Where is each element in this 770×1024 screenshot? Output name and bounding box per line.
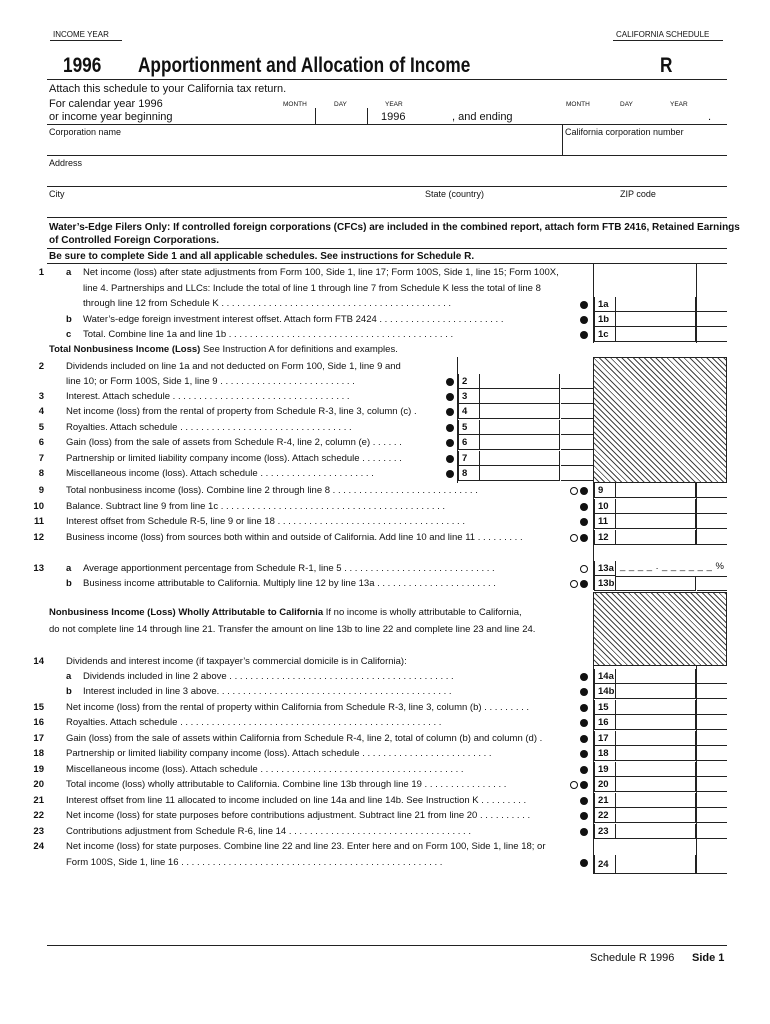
line-19-amount[interactable] (616, 762, 696, 777)
line-2-num: 2 (38, 361, 44, 372)
line-7-text: Partnership or limited liability company income (loss). Attach schedule . . . . . . . . (66, 453, 402, 464)
line-15-num: 15 (33, 702, 44, 713)
footer-side: Side 1 (692, 952, 725, 964)
state-label: State (country) (425, 189, 485, 199)
line-13a-text: Average apportionment percentage from Schedule R-1, line 5 . . . . . . . . . . . . . . . . . . . . . . . . . . . . . (83, 563, 495, 574)
line-23-num: 23 (33, 826, 44, 837)
line-1b-amount[interactable] (616, 312, 696, 327)
line-10-text: Balance. Subtract line 9 from line 1c . . . . . . . . . . . . . . . . . . . . . . . . . . . . . . . . . . . . . . . . . . . (66, 501, 446, 512)
end-day-field[interactable] (600, 108, 650, 124)
line-24-text-2: Form 100S, Side 1, line 16 . . . . . . . . . . . . . . . . . . . . . . . . . . . . . . . . . . . . . . . . . . . . . . . . . . (66, 857, 443, 868)
line-13a-box: 13a (594, 561, 616, 576)
end-day-label: DAY (620, 101, 633, 108)
line-21-cents[interactable] (697, 793, 727, 808)
line-1a-letter: a (66, 267, 72, 278)
line-1-num: 1 (38, 267, 44, 278)
line-18-cents[interactable] (697, 746, 727, 761)
line-8-box: 8 (458, 466, 480, 481)
line-14b-amount[interactable] (616, 684, 696, 699)
attach-note: Attach this schedule to your California tax return. (49, 83, 287, 95)
line-1a-text-2: line 4. Partnerships and LLCs: Include the total of line 1 through line 7 from Schedule K less the total of line 8 (83, 283, 541, 294)
line-13b-box: 13b (594, 576, 616, 591)
line-21-box: 21 (594, 793, 616, 808)
line-21-num: 21 (33, 795, 44, 806)
form-year: 1996 (63, 54, 102, 77)
calendar-year-text: For calendar year 1996 (49, 98, 163, 110)
line-9-circle-icon (570, 487, 578, 495)
line-8-bullet-icon (446, 470, 454, 478)
period-end-mark: . (708, 111, 712, 123)
line-1b-text: Water’s-edge foreign investment interest offset. Attach form FTB 2424 . . . . . . . . . . . . . . . . . . . . . . . . (83, 314, 504, 325)
line-12-bullet-icon (580, 534, 588, 542)
line-17-num: 17 (33, 733, 44, 744)
line-21-text: Interest offset from line 11 allocated to income included on line 14a and line 14b. See Instruction K . . . . . . . . . (66, 795, 527, 806)
begin-day-field[interactable] (317, 108, 366, 124)
line-10-amount[interactable] (616, 499, 696, 514)
line-9-num: 9 (38, 485, 44, 496)
line-14a-text: Dividends included in line 2 above . . . . . . . . . . . . . . . . . . . . . . . . . . . . . . . . . . . . . . . . . . . (83, 671, 454, 682)
line-3-amount[interactable] (480, 389, 560, 404)
corp-name-field[interactable] (47, 137, 560, 155)
line-20-text: Total income (loss) wholly attributable to California. Combine line 13b through line 19 . . . . . . . . . . . . . . . . (66, 779, 507, 790)
line-7-cents[interactable] (561, 451, 593, 466)
line-17-amount[interactable] (616, 731, 696, 746)
line-24-box: 24 (594, 855, 616, 874)
line-7-box: 7 (458, 451, 480, 466)
line-16-text: Royalties. Attach schedule . . . . . . . . . . . . . . . . . . . . . . . . . . . . . . . . . . . . . . . . . . . . . . . . . . (66, 717, 442, 728)
hatched-area-attributable (593, 592, 727, 666)
nonbusiness-heading: Total Nonbusiness Income (Loss) See Instruction A for definitions and examples. (49, 344, 398, 355)
line-14b-letter: b (66, 686, 72, 697)
income-year-beginning-text: or income year beginning (49, 111, 173, 123)
address-label: Address (49, 158, 83, 168)
line-23-cents[interactable] (697, 824, 727, 839)
line-7-num: 7 (38, 453, 44, 464)
line-19-box: 19 (594, 762, 616, 777)
line-5-cents[interactable] (561, 420, 593, 435)
line-23-bullet-icon (580, 828, 588, 836)
line-3-text: Interest. Attach schedule . . . . . . . . . . . . . . . . . . . . . . . . . . . . . . . . . . (66, 391, 350, 402)
line-1b-box: 1b (594, 312, 616, 327)
line-16-box: 16 (594, 715, 616, 730)
line-20-circle-icon (570, 781, 578, 789)
line-4-bullet-icon (446, 408, 454, 416)
line-17-bullet-icon (580, 735, 588, 743)
and-ending-text: , and ending (452, 111, 513, 123)
line-24-amount[interactable] (616, 855, 696, 874)
line-22-text: Net income (loss) for state purposes before contributions adjustment. Subtract line 21 from line 20 . . . . . . . . . . (66, 810, 531, 821)
line-9-box: 9 (594, 483, 616, 498)
line-22-cents[interactable] (697, 808, 727, 823)
line-24-cents[interactable] (697, 855, 727, 874)
line-19-bullet-icon (580, 766, 588, 774)
line-18-box: 18 (594, 746, 616, 761)
line-22-bullet-icon (580, 812, 588, 820)
line-10-bullet-icon (580, 503, 588, 511)
line-5-bullet-icon (446, 424, 454, 432)
line-8-cents[interactable] (561, 466, 593, 481)
line-1c-bullet-icon (580, 331, 588, 339)
line-23-amount[interactable] (616, 824, 696, 839)
end-month-label: MONTH (566, 101, 590, 108)
line-9-cents[interactable] (697, 483, 727, 498)
line-3-cents[interactable] (561, 389, 593, 404)
line-21-bullet-icon (580, 797, 588, 805)
line-7-amount[interactable] (480, 451, 560, 466)
line-11-box: 11 (594, 514, 616, 529)
corp-number-field[interactable] (564, 137, 726, 155)
line-12-circle-icon (570, 534, 578, 542)
line-1a-amount[interactable] (616, 297, 696, 312)
line-10-box: 10 (594, 499, 616, 514)
line-13a-percent-field[interactable]: _ _ _ _ . _ _ _ _ _ _ % (620, 561, 725, 572)
line-9-bullet-icon (580, 487, 588, 495)
line-24-bullet-icon (580, 859, 588, 867)
line-2-text-1: Dividends included on line 1a and not deducted on Form 100, Side 1, line 9 and (66, 361, 401, 372)
line-5-box: 5 (458, 420, 480, 435)
footer-label: Schedule R 1996 (590, 952, 675, 964)
line-14a-letter: a (66, 671, 72, 682)
line-18-amount[interactable] (616, 746, 696, 761)
line-16-amount[interactable] (616, 715, 696, 730)
line-1a-cents[interactable] (697, 297, 727, 312)
line-8-text: Miscellaneous income (loss). Attach schedule . . . . . . . . . . . . . . . . . . . . . . (66, 468, 374, 479)
line-11-num: 11 (33, 516, 44, 527)
line-12-text: Business income (loss) from sources both within and outside of California. Add line 10 and line 11 . . . . . . . . . (66, 532, 523, 543)
line-20-num: 20 (33, 779, 44, 790)
line-14-num: 14 (33, 656, 44, 667)
line-3-num: 3 (38, 391, 44, 402)
line-24-text-1: Net income (loss) for state purposes. Combine line 22 and line 23. Enter here and on Form 100, Side 1, line 18; or (66, 841, 546, 852)
line-15-amount[interactable] (616, 700, 696, 715)
line-3-bullet-icon (446, 393, 454, 401)
line-1c-cents[interactable] (697, 327, 727, 342)
line-1a-text-3: through line 12 from Schedule K . . . . . . . . . . . . . . . . . . . . . . . . . . . . . . . . . . . . . . . . . . . . (83, 298, 451, 309)
line-2-text-2: line 10; or Form 100S, Side 1, line 9 . . . . . . . . . . . . . . . . . . . . . . . . . . (66, 376, 355, 387)
line-1c-box: 1c (594, 327, 616, 342)
line-6-bullet-icon (446, 439, 454, 447)
line-17-box: 17 (594, 731, 616, 746)
zip-label: ZIP code (620, 189, 656, 199)
line-12-box: 12 (594, 530, 616, 545)
corp-number-label: California corporation number (565, 127, 684, 137)
line-2-cents[interactable] (561, 374, 593, 389)
line-1b-cents[interactable] (697, 312, 727, 327)
line-18-text: Partnership or limited liability company income (loss). Attach schedule . . . . . . . . . . . . . . . . . . . . . . . . . (66, 748, 492, 759)
line-9-amount[interactable] (616, 483, 696, 498)
line-1c-text: Total. Combine line 1a and line 1b . . . . . . . . . . . . . . . . . . . . . . . . . . . . . . . . . . . . . . . . . . . (83, 329, 454, 340)
line-17-cents[interactable] (697, 731, 727, 746)
end-month-field[interactable] (545, 108, 595, 124)
line-16-cents[interactable] (697, 715, 727, 730)
line-11-amount[interactable] (616, 514, 696, 529)
line-13-num: 13 (33, 563, 44, 574)
line-13a-circle-icon (580, 565, 588, 573)
line-14a-bullet-icon (580, 673, 588, 681)
line-21-amount[interactable] (616, 793, 696, 808)
line-11-cents[interactable] (697, 514, 727, 529)
line-6-text: Gain (loss) from the sale of assets from Schedule R-4, line 2, column (e) . . . . . . (66, 437, 402, 448)
line-18-num: 18 (33, 748, 44, 759)
zip-field[interactable] (617, 199, 727, 217)
state-field[interactable] (422, 199, 612, 217)
begin-year-value: 1996 (381, 111, 406, 123)
line-2-bullet-icon (446, 378, 454, 386)
line-15-bullet-icon (580, 704, 588, 712)
schedule-letter: R (660, 54, 673, 77)
line-14b-bullet-icon (580, 688, 588, 696)
corp-name-label: Corporation name (49, 127, 122, 137)
line-3-box: 3 (458, 389, 480, 404)
attributable-heading: Nonbusiness Income (Loss) Wholly Attributable to California If no income is wholly attributable to California, (49, 607, 522, 618)
line-13b-amount[interactable] (616, 576, 696, 591)
line-1c-letter: c (66, 329, 72, 340)
line-14b-cents[interactable] (697, 684, 727, 699)
line-19-text: Miscellaneous income (loss). Attach schedule . . . . . . . . . . . . . . . . . . . . . . . . . . . . . . . . . . . . . . . (66, 764, 464, 775)
line-20-cents[interactable] (697, 777, 727, 792)
line-20-box: 20 (594, 777, 616, 792)
line-6-amount[interactable] (480, 435, 560, 450)
line-4-box: 4 (458, 404, 480, 419)
page-title: Apportionment and Allocation of Income (138, 54, 471, 77)
line-12-cents[interactable] (697, 530, 727, 545)
line-6-cents[interactable] (561, 435, 593, 450)
line-20-amount[interactable] (616, 777, 696, 792)
line-6-num: 6 (38, 437, 44, 448)
line-1c-amount[interactable] (616, 327, 696, 342)
line-4-cents[interactable] (561, 404, 593, 419)
line-14-text: Dividends and interest income (if taxpayer’s commercial domicile is in California): (66, 656, 407, 667)
complete-side-note: Be sure to complete Side 1 and all applicable schedules. See instructions for Schedule R. (49, 251, 475, 262)
schedule-label: CALIFORNIA SCHEDULE (616, 30, 710, 39)
line-8-amount[interactable] (480, 466, 560, 481)
line-1b-bullet-icon (580, 316, 588, 324)
hatched-area-lines-2-8 (593, 357, 727, 483)
line-4-amount[interactable] (480, 404, 560, 419)
line-16-bullet-icon (580, 719, 588, 727)
line-18-bullet-icon (580, 750, 588, 758)
line-22-num: 22 (33, 810, 44, 821)
line-11-bullet-icon (580, 518, 588, 526)
line-4-num: 4 (38, 406, 44, 417)
city-field[interactable] (47, 199, 417, 217)
line-23-box: 23 (594, 824, 616, 839)
waters-edge-note: Water’s-Edge Filers Only: If controlled foreign corporations (CFCs) are included in the combined report, attach form FTB 2416, Retained Earnings (49, 222, 740, 233)
line-10-num: 10 (33, 501, 44, 512)
line-15-text: Net income (loss) from the rental of property within California from Schedule R-3, line 3, column (b) . . . . . . . . . (66, 702, 530, 713)
line-17-text: Gain (loss) from the sale of assets within California from Schedule R-4, line 2, total of column (b) and column (d) . (66, 733, 543, 744)
line-5-amount[interactable] (480, 420, 560, 435)
begin-day-label: DAY (334, 101, 347, 108)
line-14a-box: 14a (594, 669, 616, 684)
line-13a-letter: a (66, 563, 72, 574)
line-15-cents[interactable] (697, 700, 727, 715)
line-24-num: 24 (33, 841, 44, 852)
line-23-text: Contributions adjustment from Schedule R-6, line 14 . . . . . . . . . . . . . . . . . . . . . . . . . . . . . . . . . . . (66, 826, 471, 837)
line-13b-cents[interactable] (697, 576, 727, 591)
line-22-box: 22 (594, 808, 616, 823)
line-20-bullet-icon (580, 781, 588, 789)
line-12-amount[interactable] (616, 530, 696, 545)
line-1a-box: 1a (594, 297, 616, 312)
line-4-text: Net income (loss) from the rental of property from Schedule R-3, line 3, column (c) . (66, 406, 417, 417)
line-14b-text: Interest included in line 3 above. . . . . . . . . . . . . . . . . . . . . . . . . . . . . . . . . . . . . . . . . . . . . (83, 686, 452, 697)
line-7-bullet-icon (446, 455, 454, 463)
end-year-label: YEAR (670, 101, 688, 108)
line-14a-amount[interactable] (616, 669, 696, 684)
begin-year-label: YEAR (385, 101, 403, 108)
line-10-cents[interactable] (697, 499, 727, 514)
line-12-num: 12 (33, 532, 44, 543)
line-14a-cents[interactable] (697, 669, 727, 684)
line-19-cents[interactable] (697, 762, 727, 777)
line-2-box: 2 (458, 374, 480, 389)
end-year-field[interactable] (655, 108, 710, 124)
income-year-label: INCOME YEAR (53, 30, 109, 39)
line-6-box: 6 (458, 435, 480, 450)
line-14b-box: 14b (594, 684, 616, 699)
line-19-num: 19 (33, 764, 44, 775)
city-label: City (49, 189, 65, 199)
line-13b-text: Business income attributable to California. Multiply line 12 by line 13a . . . . . . . . . . . . . . . . . . . . . . . (83, 578, 496, 589)
line-13b-bullet-icon (580, 580, 588, 588)
begin-month-field[interactable] (270, 108, 314, 124)
line-11-text: Interest offset from Schedule R-5, line 9 or line 18 . . . . . . . . . . . . . . . . . . . . . . . . . . . . . . . . . . . . (66, 516, 465, 527)
line-5-num: 5 (38, 422, 44, 433)
line-9-text: Total nonbusiness income (loss). Combine line 2 through line 8 . . . . . . . . . . . . . . . . . . . . . . . . . . . . (66, 485, 478, 496)
line-1a-bullet-icon (580, 301, 588, 309)
line-5-text: Royalties. Attach schedule . . . . . . . . . . . . . . . . . . . . . . . . . . . . . . . . . (66, 422, 352, 433)
line-2-amount[interactable] (480, 374, 560, 389)
line-1b-letter: b (66, 314, 72, 325)
line-22-amount[interactable] (616, 808, 696, 823)
waters-edge-note-2: of Controlled Foreign Corporations. (49, 235, 219, 246)
address-field[interactable] (47, 168, 727, 186)
line-8-num: 8 (38, 468, 44, 479)
line-16-num: 16 (33, 717, 44, 728)
begin-month-label: MONTH (283, 101, 307, 108)
line-1a-text-1: Net income (loss) after state adjustments from Form 100, Side 1, line 17; Form 100S, Side 1, line 15; Form 100X, (83, 267, 559, 278)
attributable-instruction: do not complete line 14 through line 21. Transfer the amount on line 13b to line 22 and complete line 23 and line 24. (49, 624, 536, 635)
line-15-box: 15 (594, 700, 616, 715)
line-13b-circle-icon (570, 580, 578, 588)
line-13b-letter: b (66, 578, 72, 589)
